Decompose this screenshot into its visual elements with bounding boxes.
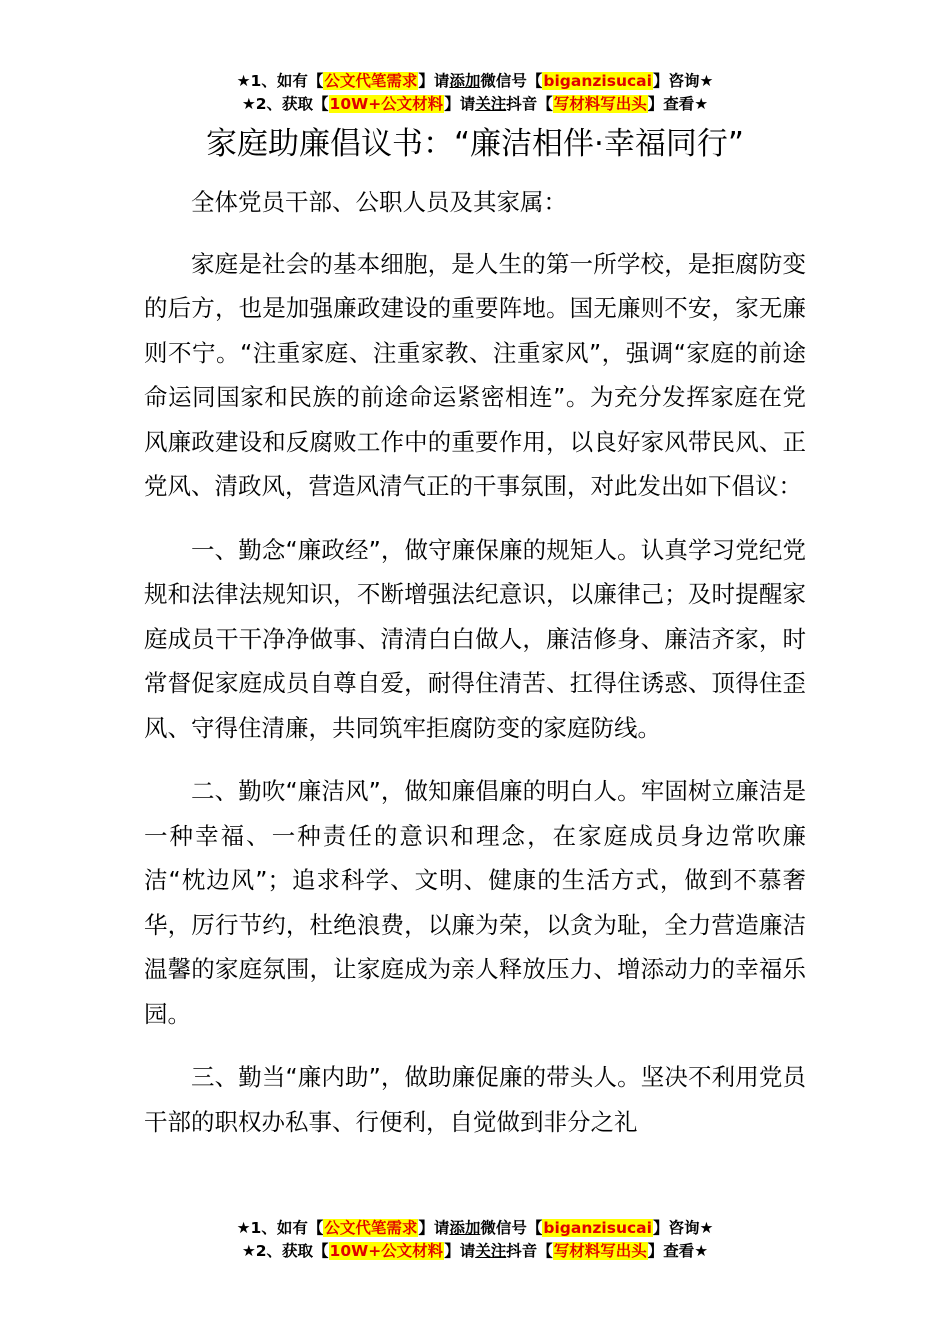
star-icon: ★ — [694, 1242, 709, 1260]
banner-line-1 — [0, 1217, 950, 1240]
banner-line-1 — [0, 70, 950, 93]
document-title: 家庭助廉倡议书：“廉洁相伴·幸福同行” — [206, 126, 744, 162]
banner-text: 】查看 — [647, 1242, 695, 1260]
banner-highlight: biganzisucai — [543, 72, 652, 90]
banner-underline: 关注 — [475, 95, 507, 113]
banner-highlight: biganzisucai — [543, 1219, 652, 1237]
banner-text: 抖音【 — [506, 1242, 553, 1260]
banner-text: 】请 — [444, 1242, 476, 1260]
banner-text: 1、如有【 — [250, 72, 324, 90]
banner-line-2 — [0, 1240, 950, 1263]
banner-highlight: 10W+公文材料 — [329, 1242, 444, 1260]
banner-text: 】请 — [444, 95, 476, 113]
banner-text: 】请 — [418, 72, 450, 90]
banner-highlight: 写材料写出头 — [553, 1242, 647, 1260]
star-icon: ★ — [694, 95, 709, 113]
star-icon: ★ — [699, 1219, 714, 1237]
banner-highlight: 写材料写出头 — [553, 95, 647, 113]
banner-text: 】查看 — [647, 95, 695, 113]
banner-text: 】请 — [418, 1219, 450, 1237]
header-banner — [0, 70, 950, 116]
paragraph-2: 二、勤吹“廉洁风”，做知廉倡廉的明白人。牢固树立廉洁是一种幸福、一种责任的意识和理念，在家庭成员身边常吹廉洁“枕边风”；追求科学、文明、健康的生活方式，做到不慕奢华，厉行节约，杜绝浪费，以廉为荣，以贪为耻，全力营造廉洁温馨的家庭氛围，让家庭成为亲人释放压力、增添动力的幸福乐园。 — [144, 777, 806, 1028]
banner-highlight: 公文代笔需求 — [324, 72, 418, 90]
banner-text: 2、获取【 — [255, 95, 329, 113]
footer-banner — [0, 1217, 950, 1263]
paragraph-intro: 家庭是社会的基本细胞，是人生的第一所学校，是拒腐防变的后方，也是加强廉政建设的重要阵地。国无廉则不安，家无廉则不宁。“注重家庭、注重家教、注重家风”，强调“家庭的前途命运同国家和民族的前途命运紧密相连”。为充分发挥家庭在党风廉政建设和反腐败工作中的重要作用，以良好家风带民风、正党风、清政风，营造风清气正的干事氛围，对此发出如下倡议： — [144, 249, 806, 500]
star-icon: ★ — [236, 72, 251, 90]
banner-text: 】咨询 — [652, 1219, 700, 1237]
banner-highlight: 10W+公文材料 — [329, 95, 444, 113]
banner-text: 微信号【 — [480, 72, 543, 90]
star-icon: ★ — [241, 95, 256, 113]
banner-underline: 关注 — [475, 1242, 507, 1260]
salutation: 全体党员干部、公职人员及其家属： — [191, 188, 567, 216]
paragraph-3: 三、勤当“廉内助”，做助廉促廉的带头人。坚决不利用党员干部的职权办私事、行便利，自觉做到非分之礼 — [144, 1063, 806, 1136]
banner-text: 微信号【 — [480, 1219, 543, 1237]
banner-text: 1、如有【 — [250, 1219, 324, 1237]
banner-underline: 添加 — [449, 72, 481, 90]
star-icon: ★ — [699, 72, 714, 90]
banner-text: 】咨询 — [652, 72, 700, 90]
paragraph-1: 一、勤念“廉政经”，做守廉保廉的规矩人。认真学习党纪党规和法律法规知识，不断增强法纪意识，以廉律己；及时提醒家庭成员干干净净做事、清清白白做人，廉洁修身、廉洁齐家，时常督促家庭成员自尊自爱，耐得住清苦、扛得住诱惑、顶得住歪风、守得住清廉，共同筑牢拒腐防变的家庭防线。 — [144, 535, 806, 742]
banner-text: 抖音【 — [506, 95, 553, 113]
banner-text: 2、获取【 — [255, 1242, 329, 1260]
star-icon: ★ — [236, 1219, 251, 1237]
banner-underline: 添加 — [449, 1219, 481, 1237]
banner-line-2 — [0, 93, 950, 116]
banner-highlight: 公文代笔需求 — [324, 1219, 418, 1237]
star-icon: ★ — [241, 1242, 256, 1260]
document-body — [144, 180, 806, 1144]
